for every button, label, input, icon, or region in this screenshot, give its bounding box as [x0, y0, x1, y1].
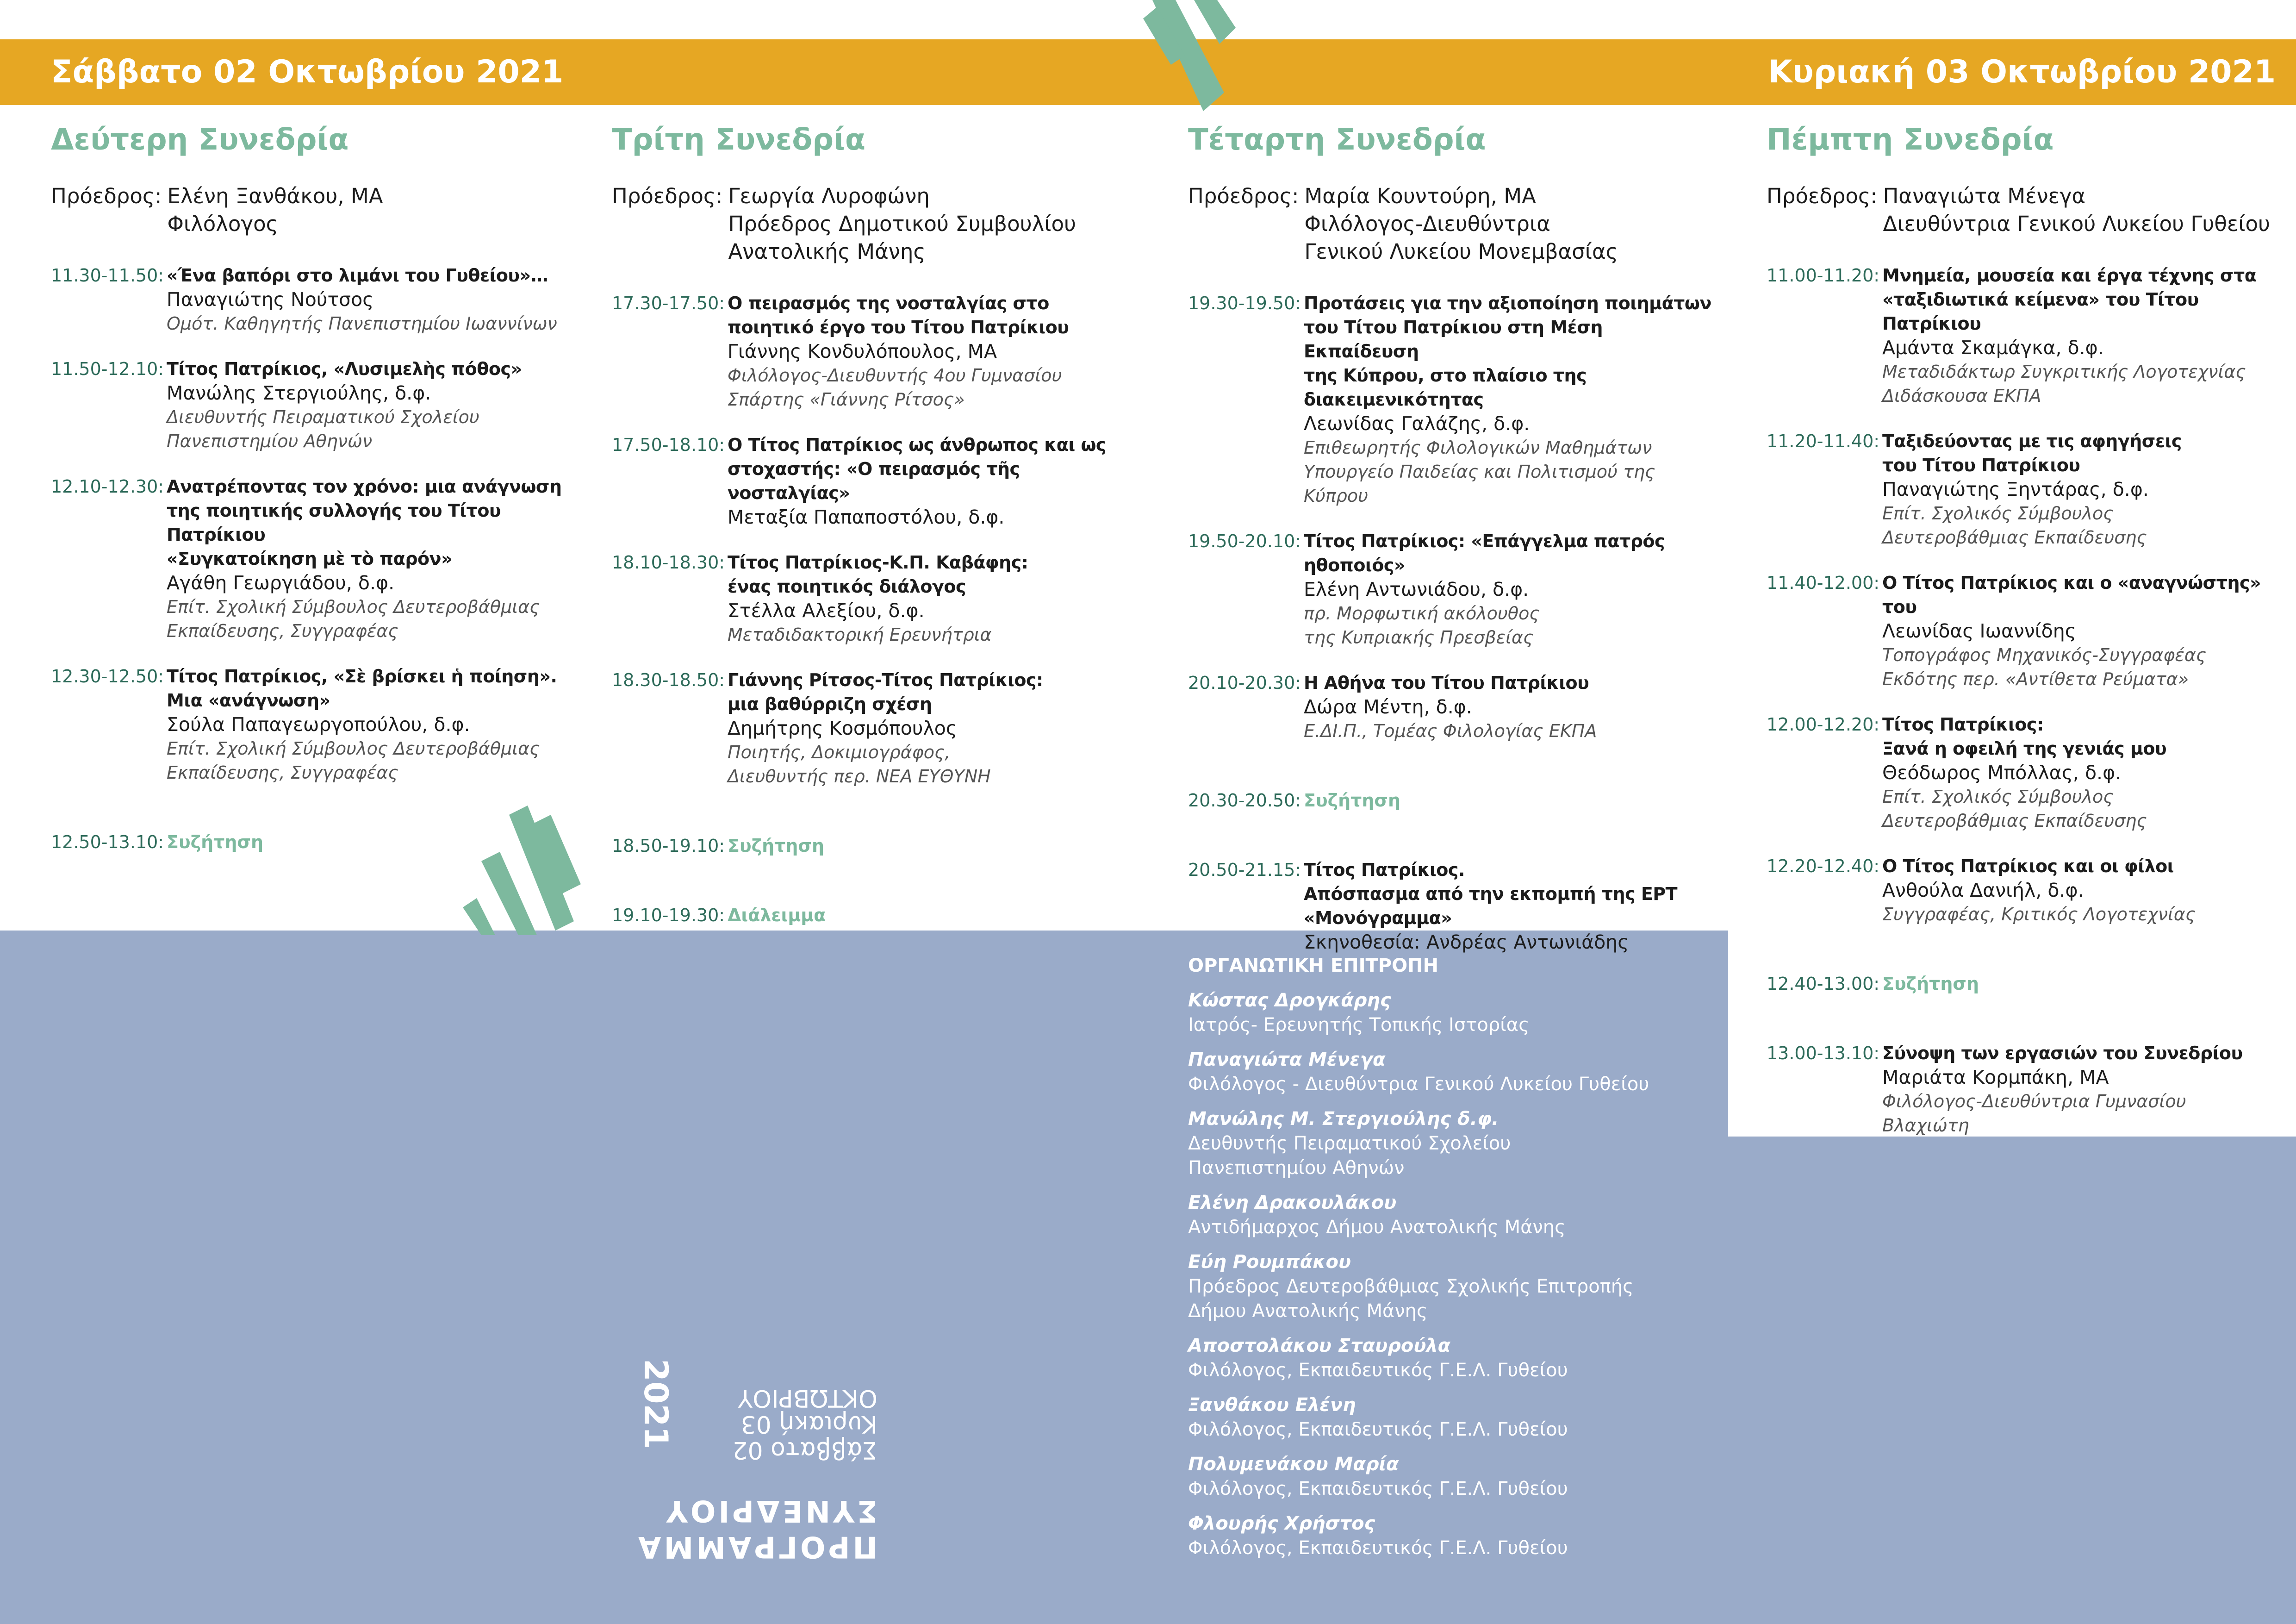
chair-info	[728, 182, 1076, 266]
cover-sub-1: Σάββατο 02	[732, 1436, 877, 1464]
talk-title: Μια «ανάγνωση»	[167, 690, 330, 711]
talk-title: Ανατρέποντας τον χρόνο: μια ανάγνωση	[167, 476, 562, 497]
session-chair	[1767, 182, 2271, 238]
talk-title: Ο Τίτος Πατρίκιος και οι φίλοι	[1882, 856, 2174, 876]
speaker-name: Στέλλα Αλεξίου, δ.φ.	[728, 600, 925, 622]
chair-role: Φιλόλογος	[167, 212, 279, 236]
committee-member	[1188, 1452, 1697, 1501]
program-item	[51, 357, 569, 453]
item-time: 12.40-13.00:	[1767, 974, 1880, 994]
speaker-name: Παναγιώτης Ξηντάρας, δ.φ.	[1882, 478, 2149, 500]
spacer	[612, 810, 1130, 834]
speaker-name: Λεωνίδας Ιωαννίδης	[1882, 620, 2076, 642]
item-time: 11.40-12.00:	[1767, 573, 1880, 593]
session-column	[1188, 123, 1720, 975]
chair-name: Ελένη Ξανθάκου, ΜΑ	[167, 184, 383, 208]
talk-title: Ξανά η οφειλή της γενιάς μου	[1882, 738, 2167, 759]
item-time: 17.50-18.10:	[612, 435, 725, 455]
talk-title: Προτάσεις για την αξιοποίηση ποιημάτων	[1304, 293, 1711, 313]
break-item	[1188, 788, 1720, 812]
speaker-affiliation: Πανεπιστημίου Αθηνών	[167, 431, 373, 451]
talk-title: της ποιητικής συλλογής του Τίτου Πατρίκιου	[167, 500, 501, 545]
cover-year: 2021	[637, 1359, 675, 1449]
item-body	[728, 433, 1130, 529]
member-role: Φιλόλογος - Διευθύντρια Γενικού Λυκείου Γυθείου	[1188, 1074, 1649, 1095]
item-time: 18.10-18.30:	[612, 552, 725, 573]
member-role: Πανεπιστημίου Αθηνών	[1188, 1157, 1405, 1179]
spacer	[1767, 948, 2271, 972]
speaker-name: Μαριάτα Κορμπάκη, ΜΑ	[1882, 1066, 2109, 1088]
item-body	[167, 263, 569, 336]
member-name: Ξανθάκου Ελένη	[1188, 1394, 1356, 1416]
speaker-affiliation: Συγγραφέας, Κριτικός Λογοτεχνίας	[1882, 904, 2196, 924]
talk-title: Ο Τίτος Πατρίκιος και ο «αναγνώστης» του	[1882, 573, 2261, 617]
speaker-affiliation: Διδάσκουσα ΕΚΠΑ	[1882, 386, 2041, 406]
talk-title: «Ένα βαπόρι στο λιμάνι του Γυθείου»…	[167, 265, 548, 286]
speaker-affiliation: Τοπογράφος Μηχανικός-Συγγραφέας	[1882, 645, 2207, 665]
chair-role: Διευθύντρια Γενικού Λυκείου Γυθείου	[1883, 212, 2271, 236]
item-time: 12.50-13.10:	[51, 832, 164, 852]
committee-member	[1188, 988, 1697, 1037]
speaker-affiliation: Εκπαίδευσης, Συγγραφέας	[167, 621, 398, 641]
talk-title: Τίτος Πατρίκιος-Κ.Π. Καβάφης:	[728, 552, 1028, 573]
speaker-name: Γιάννης Κονδυλόπουλος, ΜΑ	[728, 340, 997, 362]
item-body	[167, 475, 569, 643]
member-role: Δευθυντής Πειραματικού Σχολείου	[1188, 1133, 1511, 1154]
chair-role: Πρόεδρος Δημοτικού Συμβουλίου	[728, 212, 1076, 236]
speaker-affiliation: Διευθυντής περ. ΝΕΑ ΕΥΘΥΝΗ	[728, 766, 991, 787]
date-left: Σάββατο 02 Οκτωβρίου 2021	[51, 54, 564, 90]
member-role: Φιλόλογος, Εκπαιδευτικός Γ.Ε.Λ. Γυθείου	[1188, 1478, 1568, 1499]
item-body	[1304, 291, 1720, 508]
member-role: Φιλόλογος, Εκπαιδευτικός Γ.Ε.Λ. Γυθείου	[1188, 1419, 1568, 1440]
date-right: Κυριακή 03 Οκτωβρίου 2021	[1768, 54, 2276, 90]
speaker-name: Ανθούλα Δανιήλ, δ.φ.	[1882, 879, 2084, 901]
talk-title: Ταξιδεύοντας με τις αφηγήσεις	[1882, 431, 2182, 451]
cover-title-1: ΠΡΟΓΡΑΜΜΑ	[635, 1530, 877, 1564]
chair-name: Μαρία Κουντούρη, ΜΑ	[1304, 184, 1536, 208]
speaker-name: Μανώλης Στεργιούλης, δ.φ.	[167, 382, 431, 404]
committee-member	[1188, 1393, 1697, 1442]
talk-title: διακειμενικότητας	[1304, 389, 1484, 410]
speaker-name: Παναγιώτης Νούτσος	[167, 288, 374, 311]
spacer	[1188, 764, 1720, 788]
item-time: 18.30-18.50:	[612, 670, 725, 690]
item-time: 11.30-11.50:	[51, 265, 164, 286]
chair-info	[167, 182, 383, 238]
item-body	[728, 668, 1130, 788]
chair-name: Γεωργία Λυροφώνη	[728, 184, 930, 208]
speaker-affiliation: Υπουργείο Παιδείας και Πολιτισμού της Κύπρου	[1304, 462, 1655, 506]
item-body	[728, 550, 1130, 647]
break-label: Συζήτηση	[167, 832, 264, 852]
talk-title: Ο πειρασμός της νοσταλγίας στο	[728, 293, 1049, 313]
speaker-affiliation: Εκπαίδευσης, Συγγραφέας	[167, 762, 398, 783]
organizing-committee	[1188, 954, 1697, 1571]
program-item	[1767, 571, 2271, 691]
program-item	[612, 550, 1130, 647]
speaker-name: Σούλα Παπαγεωργοπούλου, δ.φ.	[167, 713, 470, 736]
program-item	[51, 664, 569, 785]
member-name: Πολυμενάκου Μαρία	[1188, 1454, 1399, 1475]
chair-role: Γενικού Λυκείου Μονεμβασίας	[1304, 239, 1618, 264]
session-column	[1767, 123, 2271, 1159]
item-time: 17.30-17.50:	[612, 293, 725, 313]
speaker-affiliation: Μεταδιδακτορική Ερευνήτρια	[728, 625, 992, 645]
item-time: 11.20-11.40:	[1767, 431, 1880, 451]
chair-role: Φιλόλογος-Διευθύντρια	[1304, 212, 1550, 236]
speaker-name: Μεταξία Παπαποστόλου, δ.φ.	[728, 506, 1005, 528]
speaker-name: Λεωνίδας Γαλάζης, δ.φ.	[1304, 412, 1530, 435]
spacer	[612, 879, 1130, 903]
session-title: Τέταρτη Συνεδρία	[1188, 123, 1486, 157]
member-name: Εύη Ρουμπάκου	[1188, 1251, 1351, 1273]
committee-member	[1188, 1512, 1697, 1561]
talk-title: ένας ποιητικός διάλογος	[728, 576, 966, 597]
item-body	[1882, 1041, 2271, 1137]
member-role: Αντιδήμαρχος Δήμου Ανατολικής Μάνης	[1188, 1217, 1566, 1238]
item-time: 20.30-20.50:	[1188, 790, 1301, 811]
item-body	[1882, 429, 2271, 550]
speaker-affiliation: Ομότ. Καθηγητής Πανεπιστημίου Ιωαννίνων	[167, 313, 557, 334]
break-item	[1767, 972, 2271, 996]
speaker-name: Σκηνοθεσία: Ανδρέας Αντωνιάδης	[1304, 931, 1629, 953]
talk-title: Τίτος Πατρίκιος:	[1882, 714, 2044, 735]
program-item	[612, 291, 1130, 412]
speaker-affiliation: Εκδότης περ. «Αντίθετα Ρεύματα»	[1882, 669, 2189, 689]
member-role: Φιλόλογος, Εκπαιδευτικός Γ.Ε.Λ. Γυθείου	[1188, 1537, 1568, 1559]
item-time: 12.00-12.20:	[1767, 714, 1880, 735]
committee-heading: ΟΡΓΑΝΩΤΙΚΗ ΕΠΙΤΡΟΠΗ	[1188, 955, 1439, 976]
member-role: Πρόεδρος Δευτεροβάθμιας Σχολικής Επιτροπής	[1188, 1276, 1634, 1297]
speaker-affiliation: Επίτ. Σχολική Σύμβουλος Δευτεροβάθμιας	[167, 597, 540, 617]
session-title: Πέμπτη Συνεδρία	[1767, 123, 2054, 157]
speaker-affiliation: Φιλόλογος-Διευθυντής 4ου Γυμνασίου	[728, 365, 1062, 386]
speaker-affiliation: της Κυπριακής Πρεσβείας	[1304, 627, 1534, 648]
committee-member	[1188, 1107, 1697, 1181]
session-title: Δεύτερη Συνεδρία	[51, 123, 349, 157]
talk-title: ποιητικό έργο του Τίτου Πατρίκιου	[728, 317, 1069, 337]
break-label: Συζήτηση	[1304, 790, 1401, 811]
speaker-name: Αμάντα Σκαμάγκα, δ.φ.	[1882, 337, 2104, 359]
item-time: 12.30-12.50:	[51, 666, 164, 687]
item-time: 20.50-21.15:	[1188, 860, 1301, 880]
talk-title: «ταξιδιωτικά κείμενα» του Τίτου Πατρίκιου	[1882, 289, 2199, 334]
talk-title: Γιάννης Ρίτσος-Τίτος Πατρίκιος:	[728, 670, 1043, 690]
member-role: Φιλόλογος, Εκπαιδευτικός Γ.Ε.Λ. Γυθείου	[1188, 1360, 1568, 1381]
item-body	[1882, 712, 2271, 833]
item-time: 19.50-20.10:	[1188, 531, 1301, 551]
talk-title: του Τίτου Πατρίκιου	[1882, 455, 2080, 475]
talk-title: «Συγκατοίκηση μὲ τὸ παρόν»	[167, 549, 453, 569]
member-role: Δήμου Ανατολικής Μάνης	[1188, 1300, 1428, 1322]
talk-title: «Μονόγραμμα»	[1304, 908, 1452, 928]
break-label: Συζήτηση	[728, 836, 825, 856]
talk-title: στοχαστής: «Ο πειρασμός τῆς νοσταλγίας»	[728, 459, 1020, 503]
chair-label: Πρόεδρος:	[1767, 184, 1878, 208]
talk-title: Η Αθήνα του Τίτου Πατρίκιου	[1304, 673, 1589, 693]
talk-title: Ο Τίτος Πατρίκιος ως άνθρωπος και ως	[728, 435, 1106, 455]
committee-member	[1188, 1191, 1697, 1240]
chair-label: Πρόεδρος:	[1188, 184, 1299, 208]
item-body	[1882, 571, 2271, 691]
cover-sub-3: ΟΚΤΩΒΡΙΟΥ	[738, 1384, 877, 1412]
talk-title: Απόσπασμα από την εκπομπή της ΕΡΤ	[1304, 884, 1678, 904]
program-item	[1188, 671, 1720, 743]
program-item	[1767, 1041, 2271, 1137]
break-item	[612, 903, 1130, 927]
member-name: Κώστας Δρογκάρης	[1188, 990, 1391, 1011]
break-item	[612, 834, 1130, 858]
cover-title-block	[637, 1361, 877, 1565]
break-label: Συζήτηση	[1882, 974, 1979, 994]
item-body	[167, 357, 569, 453]
item-time: 12.20-12.40:	[1767, 856, 1880, 876]
member-name: Παναγιώτα Μένεγα	[1188, 1049, 1386, 1070]
talk-title: Σύνοψη των εργασιών του Συνεδρίου	[1882, 1043, 2243, 1063]
program-item	[612, 668, 1130, 788]
decorative-stripes-top	[1143, 0, 1245, 116]
bottom-panel-right	[1728, 1137, 2296, 1624]
speaker-affiliation: Ε.ΔΙ.Π., Τομέας Φιλολογίας ΕΚΠΑ	[1304, 721, 1597, 741]
cover-title-2: ΣΥΝΕΔΡΙΟΥ	[663, 1493, 877, 1528]
chair-label: Πρόεδρος:	[612, 184, 723, 208]
session-column	[51, 123, 569, 875]
member-name: Φλουρής Χρήστος	[1188, 1513, 1375, 1534]
program-item	[51, 263, 569, 336]
session-chair	[612, 182, 1130, 266]
speaker-affiliation: Σπάρτης «Γιάννης Ρίτσος»	[728, 389, 965, 410]
talk-title: Τίτος Πατρίκιος, «Σὲ βρίσκει ἡ ποίηση».	[167, 666, 557, 687]
session-column	[612, 123, 1130, 949]
item-time: 11.00-11.20:	[1767, 265, 1880, 286]
item-body	[1304, 529, 1720, 650]
speaker-affiliation: Επίτ. Σχολικός Σύμβουλος	[1882, 503, 2114, 524]
spacer	[51, 806, 569, 830]
speaker-affiliation: Δευτεροβάθμιας Εκπαίδευσης	[1882, 811, 2147, 831]
break-item	[51, 830, 569, 854]
speaker-name: Θεόδωρος Μπόλλας, δ.φ.	[1882, 762, 2122, 784]
session-chair	[51, 182, 569, 238]
talk-title: Τίτος Πατρίκιος, «Λυσιμελὴς πόθος»	[167, 359, 522, 379]
chair-label: Πρόεδρος:	[51, 184, 162, 208]
talk-title: Μνημεία, μουσεία και έργα τέχνης στα	[1882, 265, 2257, 286]
break-label: Διάλειμμα	[728, 905, 826, 925]
item-body	[1304, 858, 1720, 954]
speaker-affiliation: πρ. Μορφωτική ακόλουθος	[1304, 603, 1540, 624]
cover-sub-2: Κυριακή 03	[740, 1410, 877, 1438]
speaker-affiliation: Μεταδιδάκτωρ Συγκριτικής Λογοτεχνίας	[1882, 362, 2246, 382]
item-time: 18.50-19.10:	[612, 836, 725, 856]
session-title: Τρίτη Συνεδρία	[612, 123, 865, 157]
chair-name: Παναγιώτα Μένεγα	[1883, 184, 2086, 208]
program-item	[612, 433, 1130, 529]
item-time: 20.10-20.30:	[1188, 673, 1301, 693]
item-body	[167, 664, 569, 785]
spacer	[1188, 834, 1720, 858]
talk-title: Τίτος Πατρίκιος.	[1304, 860, 1465, 880]
speaker-affiliation: Φιλόλογος-Διευθύντρια Γυμνασίου Βλαχιώτη	[1882, 1091, 2186, 1136]
program-item	[51, 475, 569, 643]
program-item	[1188, 291, 1720, 508]
spacer	[1767, 1017, 2271, 1041]
item-body	[728, 291, 1130, 412]
talk-title: Τίτος Πατρίκιος: «Επάγγελμα πατρός ηθοποιός»	[1304, 531, 1665, 575]
chair-info	[1304, 182, 1618, 266]
member-name: Μανώλης Μ. Στεργιούλης δ.φ.	[1188, 1108, 1499, 1130]
program-item	[1188, 858, 1720, 954]
speaker-name: Δώρα Μέντη, δ.φ.	[1304, 696, 1472, 718]
item-body	[1882, 854, 2271, 926]
committee-member	[1188, 1334, 1697, 1383]
speaker-affiliation: Ποιητής, Δοκιμιογράφος,	[728, 742, 951, 762]
program-item	[1767, 263, 2271, 408]
chair-info	[1883, 182, 2270, 238]
session-chair	[1188, 182, 1720, 266]
item-body	[1882, 263, 2271, 408]
program-item	[1188, 529, 1720, 650]
program-item	[1767, 712, 2271, 833]
talk-title: μια βαθύρριζη σχέση	[728, 694, 932, 714]
speaker-name: Αγάθη Γεωργιάδου, δ.φ.	[167, 572, 395, 594]
item-time: 19.10-19.30:	[612, 905, 725, 925]
program-item	[1767, 429, 2271, 550]
chair-role: Ανατολικής Μάνης	[728, 239, 926, 264]
speaker-affiliation: Επίτ. Σχολική Σύμβουλος Δευτεροβάθμιας	[167, 738, 540, 759]
member-role: Ιατρός- Ερευνητής Τοπικής Ιστορίας	[1188, 1014, 1530, 1036]
committee-member	[1188, 1048, 1697, 1097]
item-body	[1304, 671, 1720, 743]
item-time: 11.50-12.10:	[51, 359, 164, 379]
speaker-name: Δημήτρης Κοσμόπουλος	[728, 717, 957, 739]
member-name: Ελένη Δρακουλάκου	[1188, 1192, 1397, 1213]
item-time: 12.10-12.30:	[51, 476, 164, 497]
speaker-affiliation: Δευτεροβάθμιας Εκπαίδευσης	[1882, 527, 2147, 548]
program-item	[1767, 854, 2271, 926]
item-time: 19.30-19.50:	[1188, 293, 1301, 313]
speaker-affiliation: Επίτ. Σχολικός Σύμβουλος	[1882, 787, 2114, 807]
committee-member	[1188, 1250, 1697, 1324]
speaker-name: Ελένη Αντωνιάδου, δ.φ.	[1304, 578, 1529, 600]
speaker-affiliation: Επιθεωρητής Φιλολογικών Μαθημάτων	[1304, 437, 1652, 458]
talk-title: της Κύπρου, στο πλαίσιο της	[1304, 365, 1587, 386]
item-time: 13.00-13.10:	[1767, 1043, 1880, 1063]
member-name: Αποστολάκου Σταυρούλα	[1188, 1335, 1451, 1356]
talk-title: του Τίτου Πατρίκιου στη Μέση Εκπαίδευση	[1304, 317, 1603, 362]
speaker-affiliation: Διευθυντής Πειραματικού Σχολείου	[167, 407, 479, 427]
